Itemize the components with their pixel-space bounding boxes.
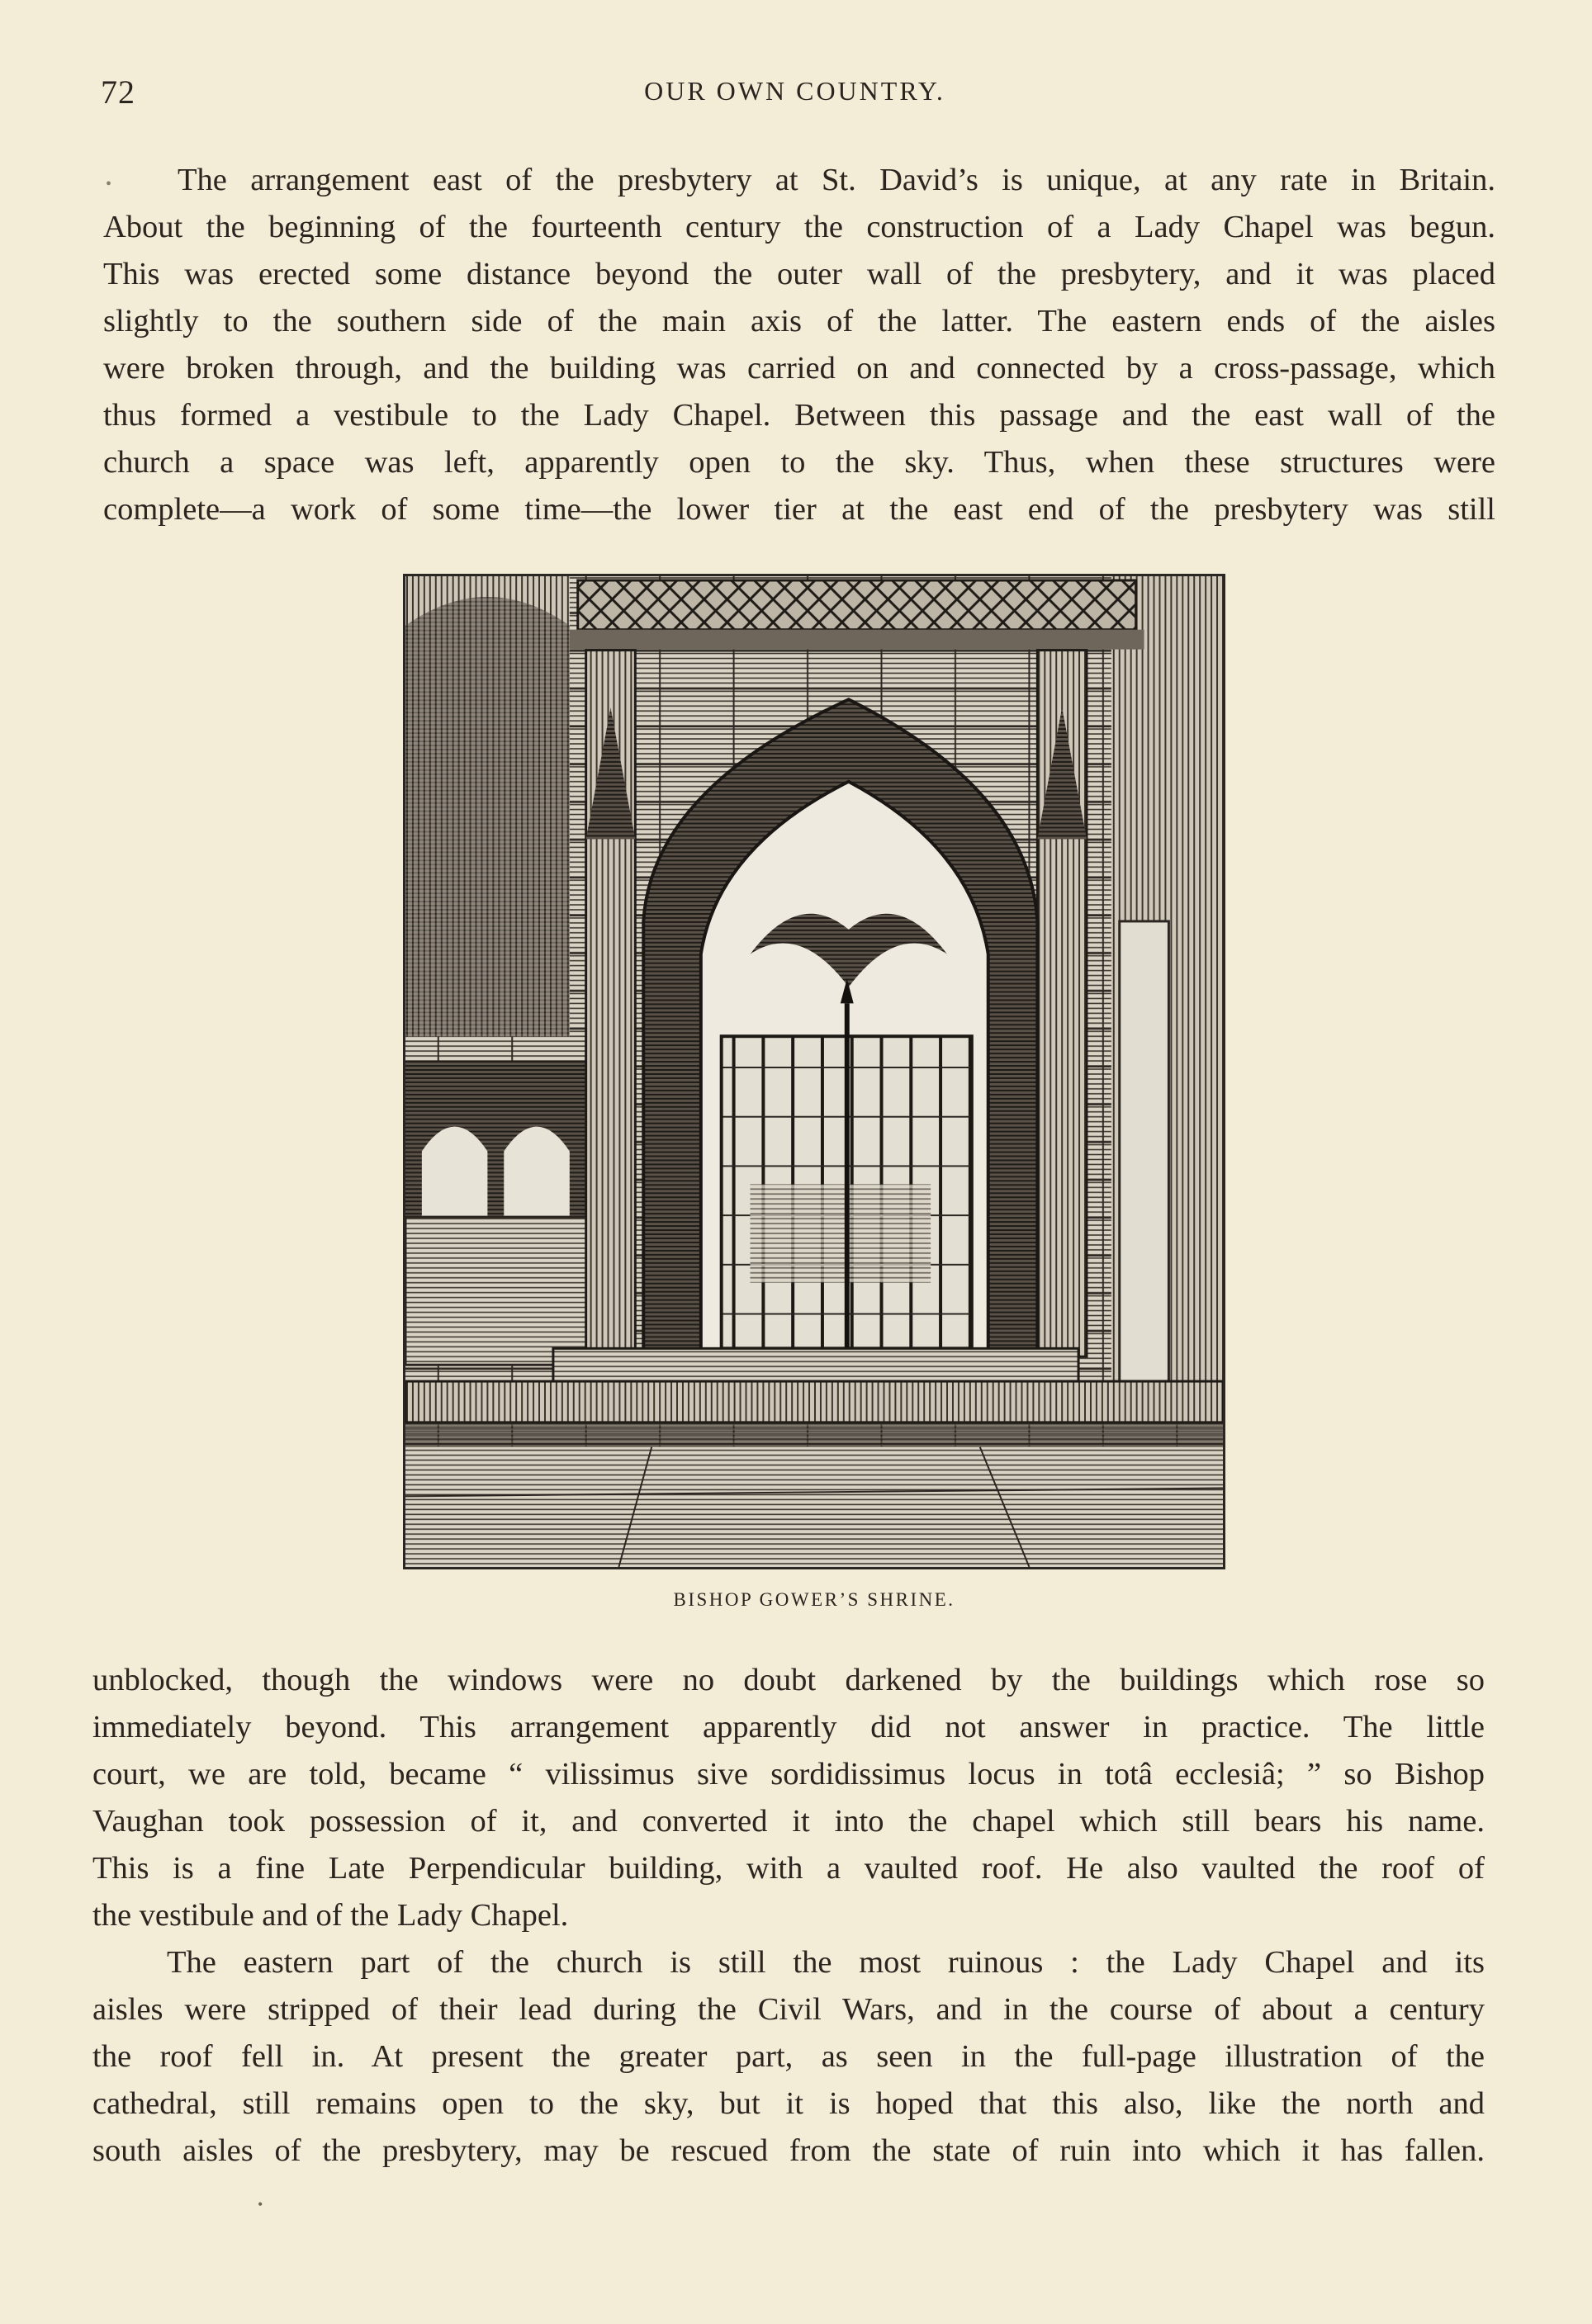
text-line: The arrangement east of the presbytery at St. David’s is unique, at any rate in Britain. bbox=[178, 163, 1495, 197]
text-line: About the beginning of the fourteenth century the construction of a Lady Chapel was begun. bbox=[103, 210, 1495, 244]
text-line: This is a fine Late Perpendicular building, with a vaulted roof. He also vaulted the roof of bbox=[92, 1851, 1485, 1886]
illustration-caption: BISHOP GOWER’S SHRINE. bbox=[673, 1589, 955, 1610]
text-line: cathedral, still remains open to the sky, but it is hoped that this also, like the north and bbox=[92, 2086, 1485, 2121]
text-line: were broken through, and the building was carried on and connected by a cross-passage, which bbox=[103, 351, 1495, 386]
engraving-illustration bbox=[403, 574, 1225, 1569]
page-header bbox=[101, 73, 1489, 114]
shrine-engraving bbox=[405, 576, 1223, 1567]
text-line: Vaughan took possession of it, and converted it into the chapel which still bears his name. bbox=[92, 1804, 1485, 1839]
text-line: the roof fell in. At present the greater part, as seen in the full-page illustration of the bbox=[92, 2039, 1485, 2074]
text-line: complete—a work of some time—the lower tier at the east end of the presbytery was still bbox=[103, 492, 1495, 527]
page-number: 72 bbox=[101, 73, 135, 111]
text-line: court, we are told, became “ vilissimus sive sordidissimus locus in totâ ecclesiâ; ” so Bishop bbox=[92, 1757, 1485, 1792]
text-line: the vestibule and of the Lady Chapel. bbox=[92, 1898, 569, 1933]
print-speck: • bbox=[258, 2196, 263, 2213]
margin-dot: • bbox=[106, 175, 112, 193]
text-line: south aisles of the presbytery, may be rescued from the state of ruin into which it has fallen. bbox=[92, 2133, 1485, 2168]
text-line: thus formed a vestibule to the Lady Chapel. Between this passage and the east wall of the bbox=[103, 398, 1495, 433]
text-line: slightly to the southern side of the main axis of the latter. The eastern ends of the aisles bbox=[103, 304, 1495, 338]
text-line: church a space was left, apparently open to the sky. Thus, when these structures were bbox=[103, 445, 1495, 480]
text-line: unblocked, though the windows were no doubt darkened by the buildings which rose so bbox=[92, 1663, 1485, 1697]
text-line: aisles were stripped of their lead during the Civil Wars, and in the course of about a century bbox=[92, 1992, 1485, 2027]
text-line: This was erected some distance beyond the outer wall of the presbytery, and it was placed bbox=[103, 257, 1495, 291]
text-line: immediately beyond. This arrangement apparently did not answer in practice. The little bbox=[92, 1710, 1485, 1744]
text-line: The eastern part of the church is still the most ruinous : the Lady Chapel and its bbox=[167, 1945, 1485, 1980]
running-title: OUR OWN COUNTRY. bbox=[644, 76, 945, 106]
